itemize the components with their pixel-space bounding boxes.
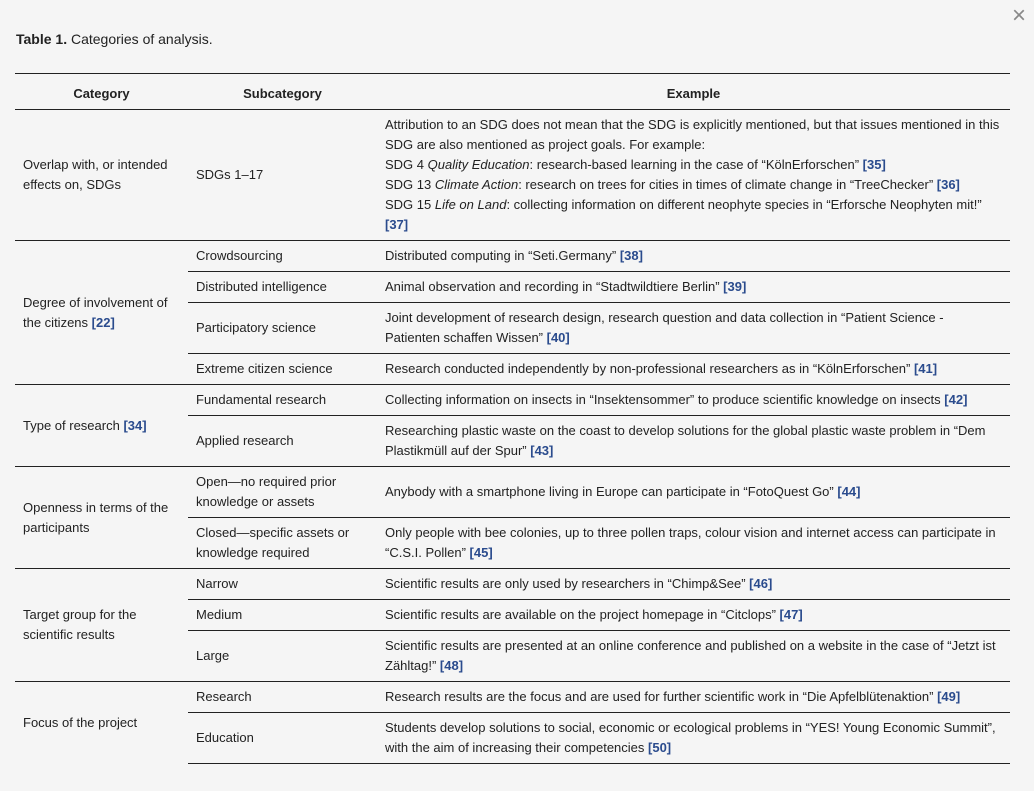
sdg-name: Climate Action: [434, 177, 519, 192]
category-text: Target group for the scientific results: [23, 607, 137, 642]
category-cell: [15, 110, 188, 241]
example-line: [385, 605, 1002, 625]
example-text: SDG 15: [385, 197, 435, 212]
example-line: [385, 574, 1002, 594]
example-text: : research-based learning in the case of “KölnErforschen”: [529, 157, 863, 172]
table-caption-text: Categories of analysis.: [67, 31, 213, 47]
example-text: SDG 13: [385, 177, 435, 192]
subcategory-cell: Education: [188, 713, 377, 764]
example-cell: [377, 110, 1010, 241]
example-text: Only people with bee colonies, up to three pollen traps, colour vision and internet access can participate in “C.S.I. Pollen”: [385, 525, 996, 560]
category-text: Degree of involvement of the citizens: [23, 294, 168, 330]
header-category: Category: [15, 74, 188, 110]
example-text: Distributed computing in “Seti.Germany”: [385, 248, 620, 263]
reference-link[interactable]: [46]: [749, 576, 773, 591]
table-row: [15, 385, 1010, 416]
example-line: [385, 636, 1002, 676]
example-line: [385, 687, 1002, 707]
subcategory-cell: Narrow: [188, 569, 377, 600]
example-text: Research results are the focus and are used for further scientific work in “Die Apfelblütenaktion”: [385, 689, 938, 704]
category-cell: [15, 467, 188, 569]
reference-link[interactable]: [39]: [723, 279, 747, 294]
example-cell: [377, 631, 1010, 682]
subcategory-cell: Closed—specific assets or knowledge required: [188, 518, 377, 569]
example-line: [385, 482, 1002, 502]
reference-link[interactable]: [47]: [779, 607, 803, 622]
category-cell: [15, 385, 188, 467]
example-text: Scientific results are available on the project homepage in “Citclops”: [385, 607, 780, 622]
table-caption: [16, 31, 213, 47]
example-cell: [377, 713, 1010, 764]
example-cell: [377, 569, 1010, 600]
subcategory-cell: Extreme citizen science: [188, 354, 377, 385]
category-text: Overlap with, or intended effects on, SDGs: [23, 157, 168, 192]
table-row: [15, 241, 1010, 272]
reference-link[interactable]: [34]: [123, 417, 147, 433]
example-line: [385, 195, 1002, 235]
example-cell: [377, 241, 1010, 272]
sdg-name: Quality Education: [427, 157, 530, 172]
example-text: Scientific results are only used by researchers in “Chimp&See”: [385, 576, 750, 591]
category-text: Type of research: [23, 417, 124, 433]
reference-link[interactable]: [49]: [937, 689, 961, 704]
reference-link[interactable]: [36]: [936, 177, 960, 192]
example-cell: [377, 385, 1010, 416]
example-text: Attribution to an SDG does not mean that the SDG is explicitly mentioned, but that issues mentioned in this SDG are also mentioned as project goals. For example:: [385, 117, 1000, 152]
table-row: [15, 467, 1010, 518]
table-container: [15, 73, 1010, 764]
example-text: Research conducted independently by non-professional researchers as in “KölnErforschen”: [385, 361, 914, 376]
close-icon[interactable]: ×: [1011, 2, 1026, 29]
example-text: : research on trees for cities in times of climate change in “TreeChecker”: [518, 177, 937, 192]
reference-link[interactable]: [41]: [913, 361, 938, 376]
category-cell: [15, 569, 188, 682]
table-row: [15, 682, 1010, 713]
example-text: Anybody with a smartphone living in Europe can participate in “FotoQuest Go”: [385, 484, 838, 499]
category-cell: [15, 241, 188, 385]
example-cell: [377, 416, 1010, 467]
subcategory-cell: Distributed intelligence: [188, 272, 377, 303]
example-line: [385, 421, 1002, 461]
example-line: [385, 175, 1002, 195]
example-line: [385, 718, 1002, 758]
reference-link[interactable]: [38]: [619, 248, 643, 263]
reference-link[interactable]: [45]: [469, 545, 493, 560]
subcategory-cell: Medium: [188, 600, 377, 631]
reference-link[interactable]: [42]: [944, 392, 968, 407]
example-cell: [377, 303, 1010, 354]
table-caption-label: Table 1.: [16, 31, 68, 47]
example-text: Scientific results are presented at an online conference and published on a website in the case of “Jetzt ist Zähltag!”: [385, 638, 996, 673]
example-line: [385, 155, 1002, 175]
example-text: : collecting information on different neophyte species in “Erforsche Neophyten mit!”: [506, 197, 982, 212]
example-line: [385, 308, 1002, 348]
subcategory-cell: Crowdsourcing: [188, 241, 377, 272]
category-text: Openness in terms of the participants: [23, 499, 169, 535]
example-line: [385, 390, 1002, 410]
example-cell: [377, 467, 1010, 518]
sdg-name: Life on Land: [434, 197, 507, 212]
subcategory-cell: Research: [188, 682, 377, 713]
table-header-row: [15, 74, 1010, 110]
table-row: [15, 110, 1010, 241]
example-line: [385, 246, 1002, 266]
category-text: Focus of the project: [23, 714, 138, 730]
reference-link[interactable]: [50]: [648, 740, 672, 755]
subcategory-cell: Large: [188, 631, 377, 682]
table-row: [15, 569, 1010, 600]
reference-link[interactable]: [48]: [439, 658, 464, 673]
subcategory-cell: SDGs 1–17: [188, 110, 377, 241]
example-line: [385, 359, 1002, 379]
reference-link[interactable]: [37]: [385, 217, 409, 232]
example-line: [385, 523, 1002, 563]
reference-link[interactable]: [22]: [91, 314, 115, 330]
example-cell: [377, 682, 1010, 713]
example-text: Students develop solutions to social, economic or ecological problems in “YES! Young Economic Summit”, with the aim of increasing their competencies: [385, 720, 996, 755]
example-line: [385, 115, 1002, 155]
subcategory-cell: Applied research: [188, 416, 377, 467]
reference-link[interactable]: [43]: [530, 443, 554, 458]
reference-link[interactable]: [35]: [862, 157, 886, 172]
example-text: Collecting information on insects in “Insektensommer” to produce scientific knowledge on insects: [385, 392, 945, 407]
example-text: Joint development of research design, research question and data collection in “Patient Science - Patienten schaffen Wissen”: [385, 310, 944, 345]
example-line: [385, 277, 1002, 297]
example-cell: [377, 272, 1010, 303]
header-subcategory: Subcategory: [188, 74, 377, 110]
example-cell: [377, 354, 1010, 385]
table-body: [15, 110, 1010, 764]
reference-link[interactable]: [40]: [546, 330, 570, 345]
example-text: SDG 4: [385, 157, 428, 172]
example-text: Researching plastic waste on the coast to develop solutions for the global plastic waste problem in “Dem Plastikmüll auf der Spur”: [385, 423, 986, 458]
categories-table: [15, 73, 1010, 764]
subcategory-cell: Fundamental research: [188, 385, 377, 416]
subcategory-cell: Open—no required prior knowledge or assets: [188, 467, 377, 518]
category-cell: [15, 682, 188, 764]
header-example: Example: [377, 74, 1010, 110]
subcategory-cell: Participatory science: [188, 303, 377, 354]
example-text: Animal observation and recording in “Stadtwildtiere Berlin”: [385, 279, 724, 294]
example-cell: [377, 600, 1010, 631]
example-cell: [377, 518, 1010, 569]
reference-link[interactable]: [44]: [837, 484, 861, 499]
